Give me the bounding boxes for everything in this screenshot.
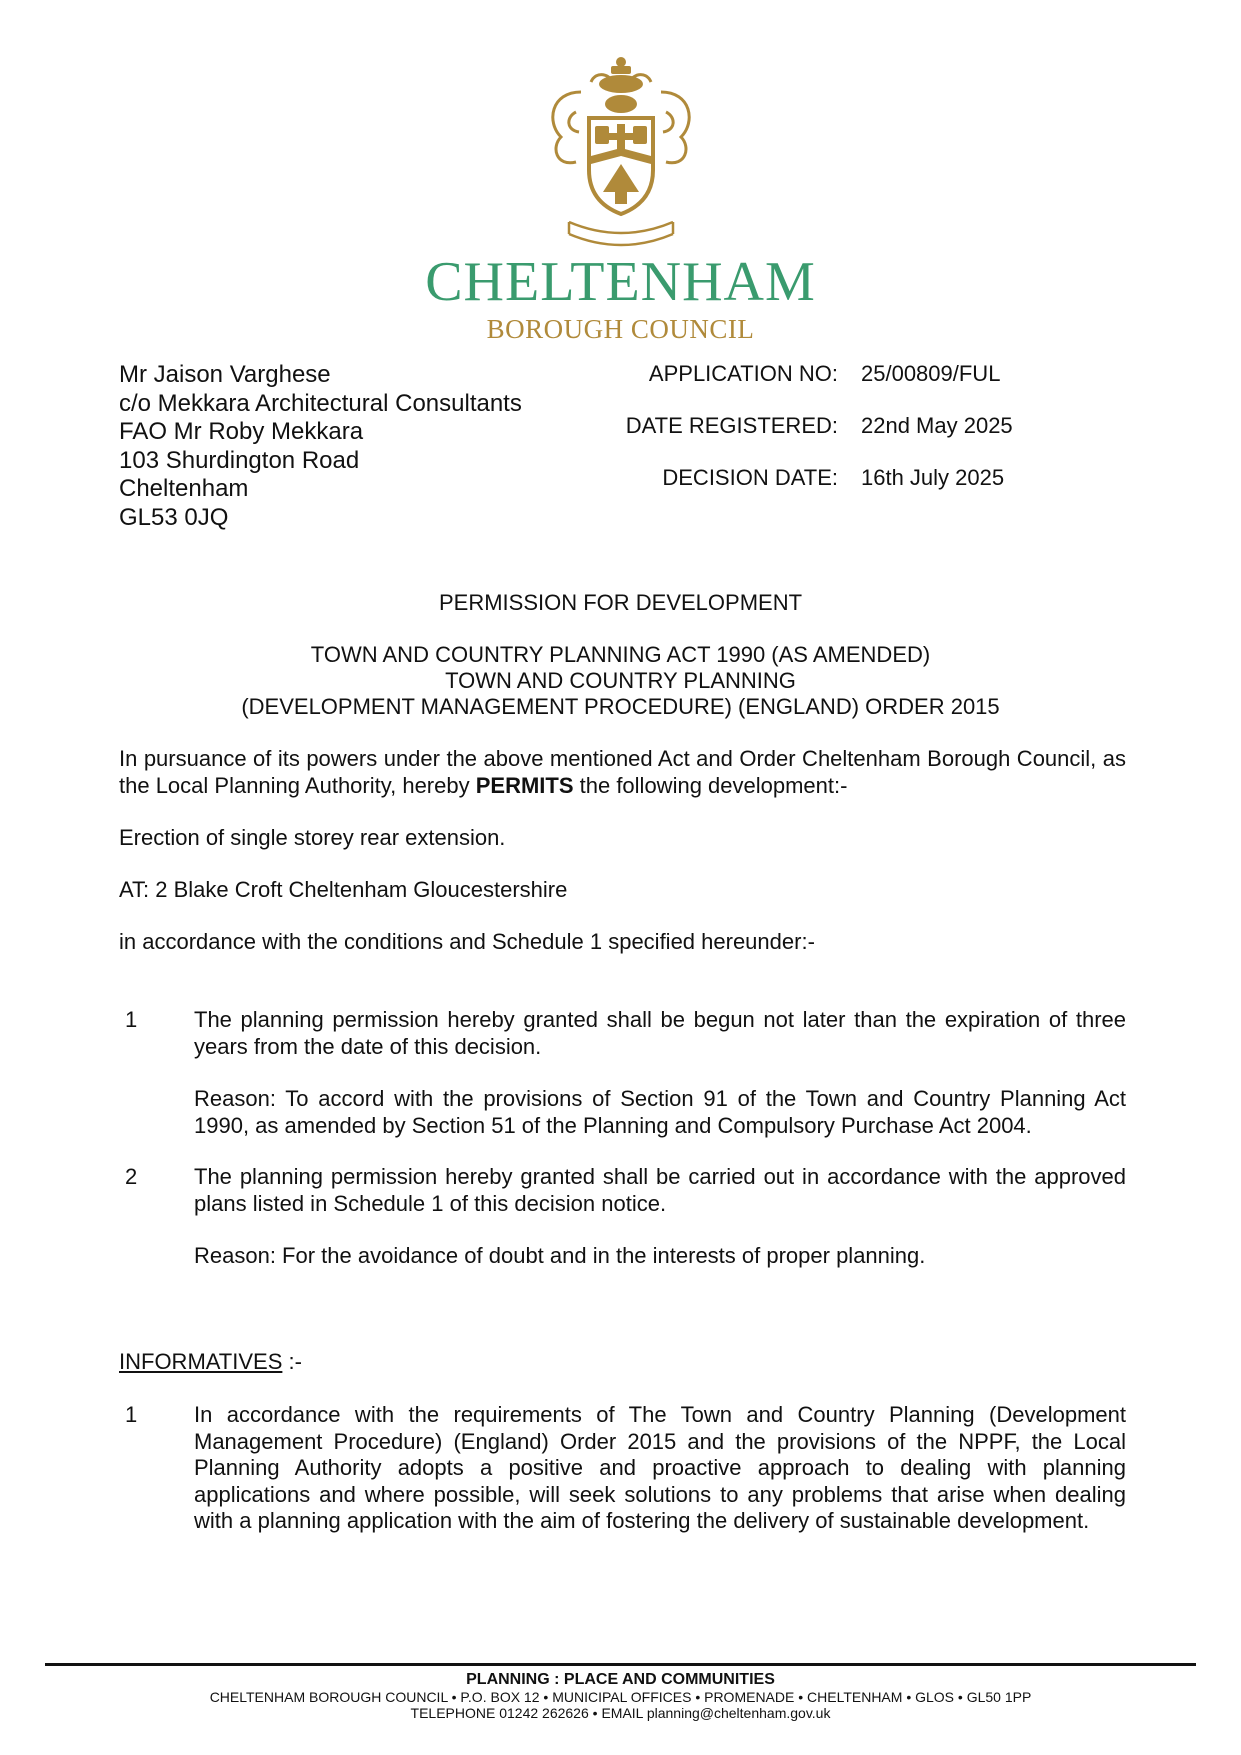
council-name: CHELTENHAM (425, 251, 816, 313)
condition-text: The planning permission hereby granted shall be carried out in accordance with the approved plans listed in Schedule 1 of this decision notice. (194, 1164, 1126, 1216)
footer-contact: TELEPHONE 01242 262626 • EMAIL planning@cheltenham.gov.uk (410, 1705, 831, 1721)
condition-reason: Reason: To accord with the provisions of Section 91 of the Town and Country Planning Act 1990, as amended by Section 51 of the Planning and Compulsory Purchase Act 2004. (194, 1086, 1126, 1138)
accordance-statement: in accordance with the conditions and Schedule 1 specified hereunder:- (119, 929, 815, 954)
application-no-label: APPLICATION NO: (648, 361, 838, 386)
condition-number: 1 (125, 1007, 138, 1032)
date-registered-value: 22nd May 2025 (861, 413, 1013, 438)
permits-keyword: PERMITS (475, 772, 574, 798)
intro-paragraph (119, 746, 1126, 799)
informative-text: In accordance with the requirements of The Town and Country Planning (Development Management Procedure) (England) Order 2015 and the provisions of the NPPF, the Local Planning Authority adopts a positive and proactive approach to dealing with planning applications and where possible, will seek solutions to any problems that arise when dealing with a planning application with the aim of fostering the delivery of sustainable development. (194, 1402, 1126, 1533)
address-line: Cheltenham (119, 475, 249, 503)
footer-department: PLANNING : PLACE AND COMMUNITIES (466, 1671, 775, 1688)
coat-of-arms-icon (521, 52, 721, 252)
decision-date-label: DECISION DATE: (662, 465, 838, 490)
address-line: Mr Jaison Varghese (119, 361, 331, 388)
recipient-address (119, 361, 522, 533)
act-line: TOWN AND COUNTRY PLANNING (445, 668, 796, 693)
informatives-title: INFORMATIVES (119, 1349, 283, 1374)
informatives-suffix: :- (282, 1349, 302, 1374)
application-no-value: 25/00809/FUL (861, 361, 1001, 386)
site-address: AT: 2 Blake Croft Cheltenham Gloucestershire (119, 877, 568, 902)
condition-reason: Reason: For the avoidance of doubt and in the interests of proper planning. (194, 1243, 926, 1268)
council-subtitle: BOROUGH COUNCIL (486, 314, 755, 344)
development-description: Erection of single storey rear extension. (119, 825, 506, 850)
condition-number: 2 (125, 1164, 138, 1189)
footer-address: CHELTENHAM BOROUGH COUNCIL • P.O. BOX 12 • MUNICIPAL OFFICES • PROMENADE • CHELTENHAM • GLOS • GL50 1PP (209, 1689, 1032, 1705)
condition-text: The planning permission hereby granted shall be begun not later than the expiration of three years from the date of this decision. (194, 1007, 1126, 1059)
council-logo (0, 52, 1241, 344)
address-line: GL53 0JQ (119, 503, 229, 531)
informative-number: 1 (125, 1402, 138, 1427)
footer-divider (45, 1663, 1196, 1666)
address-line: 103 Shurdington Road (119, 446, 360, 474)
decision-date-value: 16th July 2025 (861, 465, 1005, 490)
intro-text: In pursuance of its powers under the above mentioned Act and Order Cheltenham Borough Council, as the Local Planning Authority, hereby (119, 746, 1126, 798)
address-line: FAO Mr Roby Mekkara (119, 418, 364, 446)
document-heading: PERMISSION FOR DEVELOPMENT (438, 590, 803, 615)
address-line: c/o Mekkara Architectural Consultants (119, 389, 522, 417)
act-line: (DEVELOPMENT MANAGEMENT PROCEDURE) (ENGLAND) ORDER 2015 (241, 694, 1000, 719)
date-registered-label: DATE REGISTERED: (625, 413, 838, 438)
act-line: TOWN AND COUNTRY PLANNING ACT 1990 (AS AMENDED) (310, 642, 931, 667)
intro-text-end: the following development:- (573, 772, 848, 798)
informatives-heading (119, 1349, 1126, 1376)
